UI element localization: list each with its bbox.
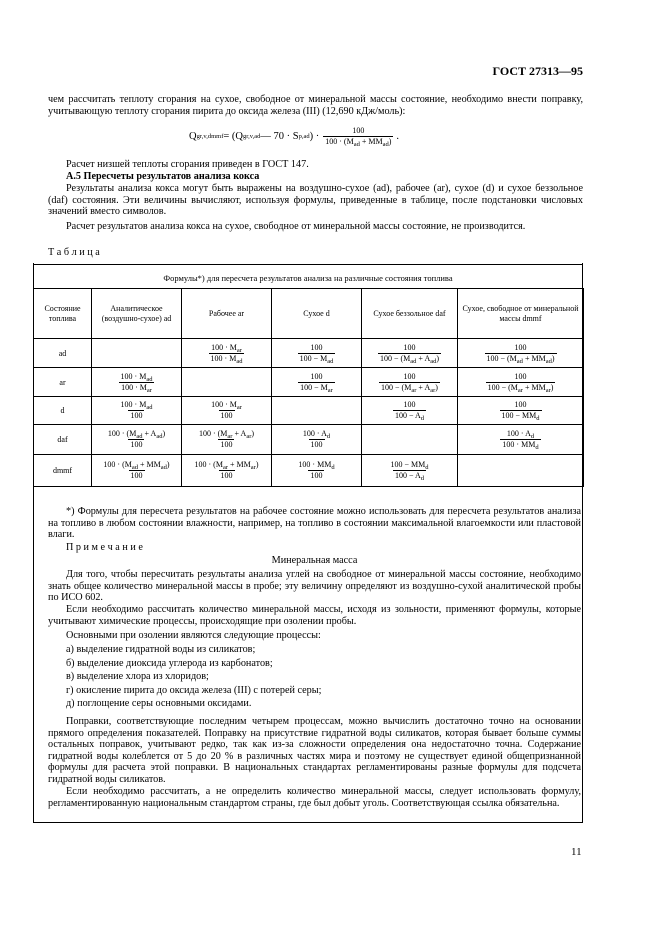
section-title: А.5 Пересчеты результатов анализа кокса	[66, 171, 260, 182]
list-item: г) окисление пирита до оксида железа (III) с потерей серы;	[66, 684, 322, 696]
row-label-daf: daf	[34, 425, 92, 455]
cell-daf-d: $\frac{100 \cdot A_d}{100}$	[272, 425, 362, 455]
note-title: Минеральная масса	[271, 555, 358, 566]
col-header-ad: Аналитическое (воздушно-сухое) ad	[92, 289, 182, 339]
table-footnote: *) Формулы для пересчета результатов на рабочее состояние можно использовать для пересчета результатов анализа на топливо в любом состоянии влажности, например, на топливо в состоянии максимальной влагоемкости или пластовой влаги.	[48, 506, 581, 541]
cell-ar-daf: $\frac{100}{100 - (M_{ar} + A_{ar})}$	[362, 368, 458, 397]
coke-paragraph-2: Расчет результатов анализа кокса на сухое, свободное от минеральной массы состояние, не производится.	[66, 221, 526, 232]
cell-ad-d: $\frac{100}{100 - M_{ad}}$	[272, 339, 362, 368]
cell-d-daf: $\frac{100}{100 - A_d}$	[362, 397, 458, 425]
cell-dmmf-dmmf	[458, 455, 584, 487]
note-paragraph-5: Если необходимо рассчитать, а не определить количество минеральной массы, следует использовать формулу, регламентированную национальным стандартом страны, где был добыт уголь. Соответствующая ссылка обязательна.	[48, 786, 581, 809]
formula-qgr: Q gr,v,dmmf = (Q gr,v,ad — 70 · S p,ad ) · $\frac{100}{100 \cdot (M_{ad} + MM_{ad})}$ .	[189, 126, 400, 148]
intro-paragraph: чем рассчитать теплоту сгорания на сухое, свободное от минеральной массы состояние, необходимо внести поправку, учитывающую теплоту сгорания пирита до оксида железа (III) (12,690 кДж/моль):	[48, 94, 583, 117]
table-label: Т а б л и ц а	[48, 247, 100, 258]
list-item: б) выделение диоксида углерода из карбонатов;	[66, 657, 273, 669]
conversion-table	[33, 288, 584, 487]
cell-ar-ad: $\frac{100 \cdot M_{ad}}{100 \cdot M_{ar}}$	[92, 368, 182, 397]
col-header-d: Сухое d	[272, 289, 362, 339]
page-number: 11	[571, 846, 582, 858]
table-caption: Формулы*) для пересчета результатов анализа на различные состояния топлива	[33, 264, 583, 289]
col-header-state: Состояние топлива	[34, 289, 92, 339]
coke-paragraph-1: Результаты анализа кокса могут быть выражены на воздушно-сухое (ad), рабочее (ar), сухое (d) и сухое беззольное (daf) состояния. Эти величины вычисляют, используя формулы, приведенные в таблице, после подстановки числовых значений вместо символов.	[48, 183, 583, 218]
list-item: в) выделение хлора из хлоридов;	[66, 671, 209, 683]
cell-ad-dmmf: $\frac{100}{100 - (M_{ad} + MM_{ad})}$	[458, 339, 584, 368]
cell-ad-ar: $\frac{100 \cdot M_{ar}}{100 \cdot M_{ad}}$	[182, 339, 272, 368]
row-label-ar: ar	[34, 368, 92, 397]
cell-dmmf-ad: $\frac{100 \cdot (M_{ad} + MM_{ad})}{100}$	[92, 455, 182, 487]
cell-daf-ar: $\frac{100 \cdot (M_{ar} + A_{ar})}{100}$	[182, 425, 272, 455]
process-list	[66, 644, 581, 710]
cell-ar-dmmf: $\frac{100}{100 - (M_{ar} + MM_{ar})}$	[458, 368, 584, 397]
row-label-dmmf: dmmf	[34, 455, 92, 487]
col-header-dmmf: Сухое, свободное от минеральной массы dmmf	[458, 289, 584, 339]
note-label: П р и м е ч а н и е	[66, 542, 143, 553]
col-header-daf: Сухое беззольное daf	[362, 289, 458, 339]
cell-d-dmmf: $\frac{100}{100 - MM_d}$	[458, 397, 584, 425]
row-label-ad: ad	[34, 339, 92, 368]
cell-daf-daf	[362, 425, 458, 455]
list-item: д) поглощение серы основными оксидами.	[66, 698, 252, 710]
cell-ar-ar	[182, 368, 272, 397]
note-paragraph-2: Если необходимо рассчитать количество минеральной массы, исходя из зольности, применяют формулы, которые учитывают химические процессы, происходящие при озолении пробы.	[48, 604, 581, 627]
list-item: а) выделение гидратной воды из силикатов;	[66, 644, 256, 655]
cell-daf-dmmf: $\frac{100 \cdot A_d}{100 \cdot MM_d}$	[458, 425, 584, 455]
cell-dmmf-daf: $\frac{100 - MM_d}{100 - A_d}$	[362, 455, 458, 487]
lower-heat-ref: Расчет низшей теплоты сгорания приведен в ГОСТ 147.	[66, 159, 309, 170]
cell-ad-daf: $\frac{100}{100 - (M_{ad} + A_{ad})}$	[362, 339, 458, 368]
note-paragraph-3: Основными при озолении являются следующие процессы:	[66, 630, 321, 641]
cell-d-ar: $\frac{100 \cdot M_{ar}}{100}$	[182, 397, 272, 425]
cell-dmmf-ar: $\frac{100 \cdot (M_{ar} + MM_{ar})}{100}$	[182, 455, 272, 487]
cell-d-d	[272, 397, 362, 425]
cell-daf-ad: $\frac{100 \cdot (M_{ad} + A_{ad})}{100}$	[92, 425, 182, 455]
cell-dmmf-d: $\frac{100 \cdot MM_d}{100}$	[272, 455, 362, 487]
document-header: ГОСТ 27313—95	[492, 64, 583, 78]
note-paragraph-1: Для того, чтобы пересчитать результаты анализа углей на свободное от минеральной массы состояние, необходимо знать общее количество минеральной массы в пробе; эту величину определяют из воздушно-сухой аналитической пробы по ИСО 602.	[48, 569, 581, 604]
col-header-ar: Рабочее ar	[182, 289, 272, 339]
cell-d-ad: $\frac{100 \cdot M_{ad}}{100}$	[92, 397, 182, 425]
cell-ad-ad	[92, 339, 182, 368]
row-label-d: d	[34, 397, 92, 425]
cell-ar-d: $\frac{100}{100 - M_{ar}}$	[272, 368, 362, 397]
note-paragraph-4: Поправки, соответствующие последним четырем процессам, можно вычислить достаточно точно на основании прямого определения показателей. Поправку на присутствие гидратной воды силикатов, которая бывает больше суммы остальных поправок, учитывают редко, так как из-за сложности определения она недостаточно точна. Содержание гидратной воды колеблется от 5 до 20 % в различных частях мира и поэтому не существует единой общепризнанной формулы для расчета этой поправки. В национальных стандартах регламентированы разные формулы для подсчета гидратной воды силикатов.	[48, 716, 581, 785]
